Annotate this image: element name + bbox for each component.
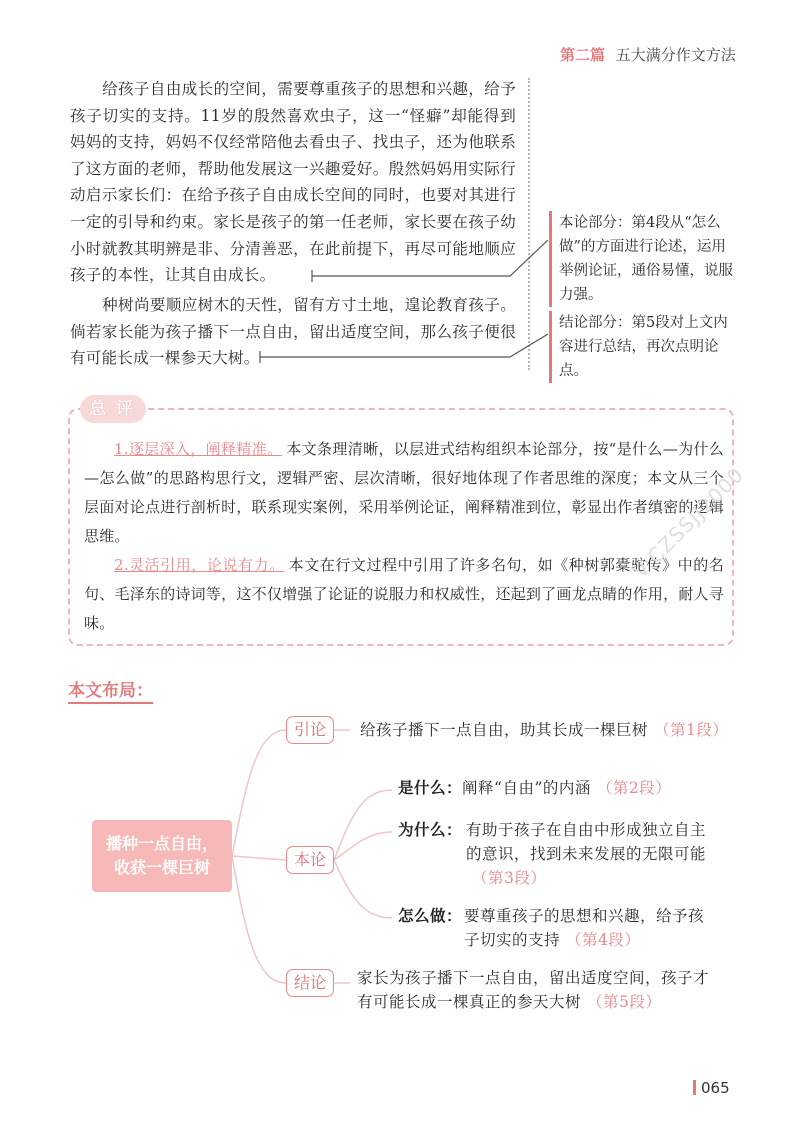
intro-text	[360, 718, 760, 742]
section-label: 第二篇	[560, 46, 606, 64]
conclusion-text	[357, 966, 722, 1014]
root-line-2: 收获一棵巨树	[113, 858, 210, 877]
margin-note-conclusion: 结论部分：第5段对上文内容进行总结，再次点明论点。	[549, 311, 739, 383]
intro-text-body: 给孩子播下一点自由，助其长成一棵巨树	[360, 721, 649, 739]
mindmap-root	[92, 820, 232, 892]
how-label: 怎么做：	[398, 907, 463, 925]
essay-paragraph-5	[70, 292, 516, 372]
essay-paragraph-4-text: 给孩子自由成长的空间，需要尊重孩子的思想和兴趣，给予孩子切实的支持。11岁的殷然喜欢虫子，这一“怪癖”却能得到妈妈的支持，妈妈不仅经常陪他去看虫子、找虫子，还为他联系了这方面的老师，帮助他发展这一兴趣爱好。殷然妈妈用实际行动启示家长们：在给予孩子自由成长空间的同时，也要对其进行一定的引导和约束。家长是孩子的第一任老师，家长要在孩子幼小时就教其明辨是非、分清善恶，在此前提下，再尽可能地顺应孩子的本性，让其自由成长。	[70, 80, 516, 285]
how-ref: （第4段）	[566, 931, 641, 949]
review-item-1	[84, 435, 724, 551]
branch-body	[232, 856, 286, 860]
margin-divider	[528, 78, 530, 370]
tag-main-body: 本论	[286, 846, 334, 874]
watermark: V:CZSSJJ2000	[628, 462, 749, 583]
what-item	[398, 776, 728, 800]
essay-paragraph-4	[70, 76, 516, 289]
tag-introduction: 引论	[286, 716, 334, 744]
page-number-bar	[693, 1080, 696, 1095]
intro-ref: （第1段）	[654, 721, 729, 739]
what-text: 阐释“自由”的内涵	[462, 779, 591, 797]
layout-title: 本文布局：	[68, 676, 153, 704]
branch-conclusion	[232, 856, 286, 983]
essay-paragraph-5-text: 种树尚要顺应树木的天性，留有方寸土地，遑论教育孩子。倘若家长能为孩子播下一点自由，留出适度空间，那么孩子便很有可能长成一棵参天大树。	[70, 296, 516, 368]
what-label: 是什么：	[398, 779, 463, 797]
page-number-value: 065	[701, 1079, 730, 1097]
review-item-2-title: 2.灵活引用，论说有力。	[114, 556, 285, 574]
margin-note-body: 本论部分：第4段从“怎么做”的方面进行论述，运用举例论证，通俗易懂，说服力强。	[549, 211, 739, 307]
review-badge: 总评	[80, 395, 146, 423]
branch-why	[334, 832, 392, 860]
how-text: 要尊重孩子的思想和兴趣，给予孩子切实的支持	[464, 907, 705, 949]
why-label-box	[398, 818, 462, 842]
running-header	[560, 44, 780, 65]
tag-conclusion: 结论	[286, 969, 334, 997]
why-item	[466, 818, 708, 890]
review-item-2-text: 本文在行文过程中引用了许多名句，如《种树郭橐驼传》中的名句、毛泽东的诗词等，这不仅增强了论证的说服力和权威性，还起到了画龙点睛的作用，耐人寻味。	[84, 556, 724, 632]
branch-what	[334, 790, 392, 860]
page-number	[693, 1079, 730, 1097]
why-text: 有助于孩子在自由中形成独立自主的意识，找到未来发展的无限可能	[466, 821, 707, 863]
conclusion-ref: （第5段）	[587, 993, 662, 1011]
why-label: 为什么：	[398, 821, 463, 839]
why-ref: （第3段）	[472, 869, 547, 887]
what-ref: （第2段）	[596, 779, 672, 797]
how-item	[464, 904, 714, 952]
review-item-1-title: 1.逐层深入，阐释精准。	[114, 440, 283, 458]
conclusion-text-body: 家长为孩子播下一点自由，留出适度空间，孩子才有可能长成一棵真正的参天大树	[357, 969, 710, 1011]
branch-intro	[232, 730, 286, 856]
branch-how	[334, 860, 392, 918]
how-label-box	[398, 904, 462, 928]
review-item-1-text: 本文条理清晰，以层进式结构组织本论部分，按“是什么—为什么—怎么做”的思路构思行文，逻辑严密、层次清晰，很好地体现了作者思维的深度；本文从三个层面对论点进行剖析时，联系现实案例，采用举例论证，阐释精准到位，彰显出作者缜密的逻辑思维。	[84, 440, 724, 545]
chapter-title: 五大满分作文方法	[615, 46, 736, 64]
root-line-1: 播种一点自由，	[105, 834, 218, 853]
